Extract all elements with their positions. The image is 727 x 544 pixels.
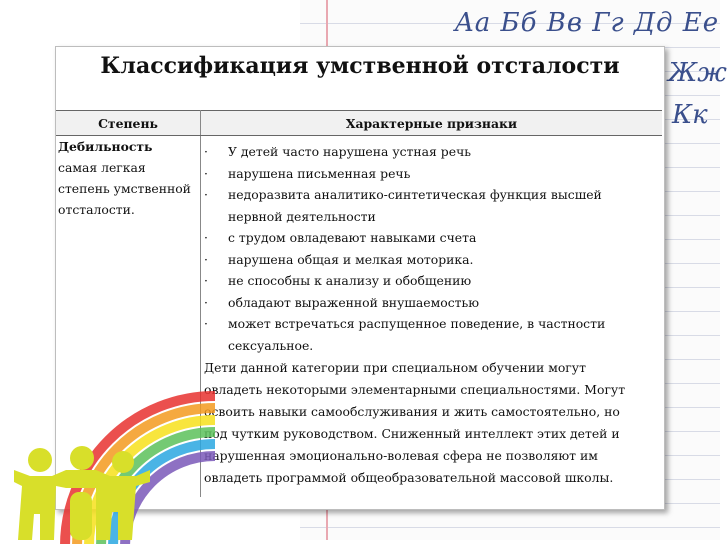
bullet-icon: ·	[204, 144, 208, 159]
bullet-icon: ·	[204, 187, 208, 202]
figure-head-middle	[70, 446, 94, 470]
header-degree: Степень	[56, 111, 201, 136]
figure-middle-lower	[70, 492, 92, 540]
sign-text: с трудом овладевают навыками счета	[228, 230, 477, 245]
sign-item	[201, 227, 642, 249]
sign-text: нарушена письменная речь	[228, 165, 411, 181]
sign-item	[201, 141, 642, 163]
bullet-icon: ·	[204, 165, 208, 181]
degree-name: Дебильность	[58, 139, 153, 154]
bullet-icon: ·	[204, 230, 208, 245]
sign-text: не способны к анализу и обобщению	[228, 273, 472, 288]
summary-text: Дети данной категории при специальном обучении могут овладеть некоторыми элементарными специальностями. Могут освоить навыки самообслуживания и жить самостоятельно, но под чутким руководством. Сниженный интеллект этих детей и нарушенная эмоционально-волевая сфера не позволяют им овладеть программой общеобразовательной массовой школы.	[204, 360, 626, 485]
degree-description: самая легкая степень умственной отсталости.	[58, 160, 191, 217]
notebook-letters-row2: Жж	[668, 58, 727, 88]
notebook-letters-row1: Aa Бб Вв Гг Дд Ее	[455, 8, 720, 38]
sign-item	[201, 163, 642, 185]
bullet-icon: ·	[204, 273, 208, 288]
people-figures	[14, 446, 150, 540]
bullet-icon: ·	[204, 251, 208, 267]
logo-graphic	[0, 436, 210, 540]
figure-head-left	[28, 448, 52, 472]
sign-text: У детей часто нарушена устная речь	[228, 144, 472, 159]
bullet-icon: ·	[204, 294, 208, 310]
sign-text: нарушена общая и мелкая моторика.	[228, 251, 474, 267]
figure-head-right	[112, 451, 134, 473]
children-rainbow-logo	[0, 436, 210, 540]
sign-item	[201, 249, 642, 271]
notebook-letters-row3: Кк	[672, 100, 708, 130]
slide-title: Классификация умственной отсталости	[100, 53, 620, 79]
signs-list	[201, 141, 662, 356]
bullet-icon: ·	[204, 316, 208, 331]
sign-item	[201, 270, 642, 292]
sign-item	[201, 184, 642, 227]
sign-item	[201, 292, 642, 314]
sign-text: обладают выраженной внушаемостью	[228, 294, 480, 310]
table-header-row	[56, 111, 662, 136]
header-signs: Характерные признаки	[201, 111, 663, 136]
sign-text: недоразвита аналитико-синтетическая функция высшей нервной деятельности	[228, 187, 602, 224]
sign-text: может встречаться распущенное поведение, в частности сексуальное.	[228, 316, 606, 353]
rainbow-arc	[125, 456, 215, 544]
sign-item	[201, 313, 642, 356]
signs-cell	[201, 136, 663, 498]
